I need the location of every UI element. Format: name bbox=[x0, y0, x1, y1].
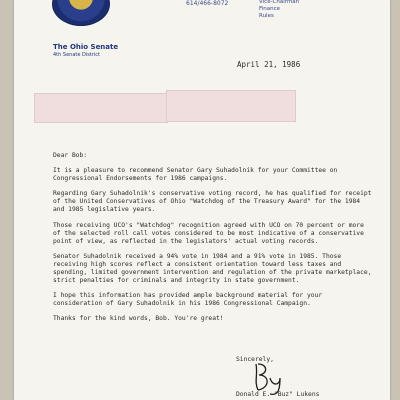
committee-role: Finance bbox=[259, 6, 281, 12]
redaction-sticker bbox=[34, 93, 168, 123]
letterhead-phone: 614/466-8072 bbox=[186, 0, 229, 7]
ohio-senate-seal-icon bbox=[52, 0, 110, 26]
senate-name: The Ohio Senate bbox=[53, 43, 119, 51]
letter-body bbox=[53, 152, 373, 331]
committee-role: Rules bbox=[259, 13, 274, 19]
signer-name: Donald E. "Buz" Lukens bbox=[236, 391, 320, 398]
body-paragraph: Those receiving UCO's "Watchdog" recognition agreed with UCO on 70 percent or more of the selected roll call votes considered to be most indicative of a conservative point of view, as reflected in the legislators' actual voting records. bbox=[53, 221, 364, 245]
committee-role: Vice-Chairman bbox=[259, 0, 300, 5]
redaction-sticker bbox=[166, 90, 296, 122]
body-paragraph: Thanks for the kind words, Bob. You're great! bbox=[53, 315, 224, 323]
body-paragraph: Senator Suhadolnik received a 94% vote in 1984 and a 91% vote in 1985. Those receiving high scores reflect a consistent orientation toward less taxes and spending, limited government intervention and regulation of the private marketplace, strict penalties for criminals and integrity in state government. bbox=[53, 252, 372, 285]
closing: Sincerely, bbox=[236, 356, 274, 363]
body-paragraph: It is a pleasure to recommend Senator Gary Suhadolnik for your Committee on Congressional Endorsements for 1986 campaigns. bbox=[53, 167, 338, 183]
body-paragraph: Regarding Gary Suhadolnik's conservative voting record, he has qualified for receipt of the United Conservatives of Ohio "Watchdog of the Treasury Award" for the 1984 and 1985 legislative years. bbox=[53, 190, 372, 214]
salutation: Dear Bob: bbox=[53, 152, 88, 159]
senate-district: 4th Senate District bbox=[53, 52, 100, 58]
letter-page bbox=[14, 0, 390, 400]
letterhead-committee-roles bbox=[259, 0, 299, 20]
body-paragraph: I hope this information has provided ample background material for your consideration of Gary Suhadolnik in his 1986 Congressional Campaign. bbox=[53, 292, 323, 308]
letter-date: April 21, 1986 bbox=[237, 60, 301, 69]
